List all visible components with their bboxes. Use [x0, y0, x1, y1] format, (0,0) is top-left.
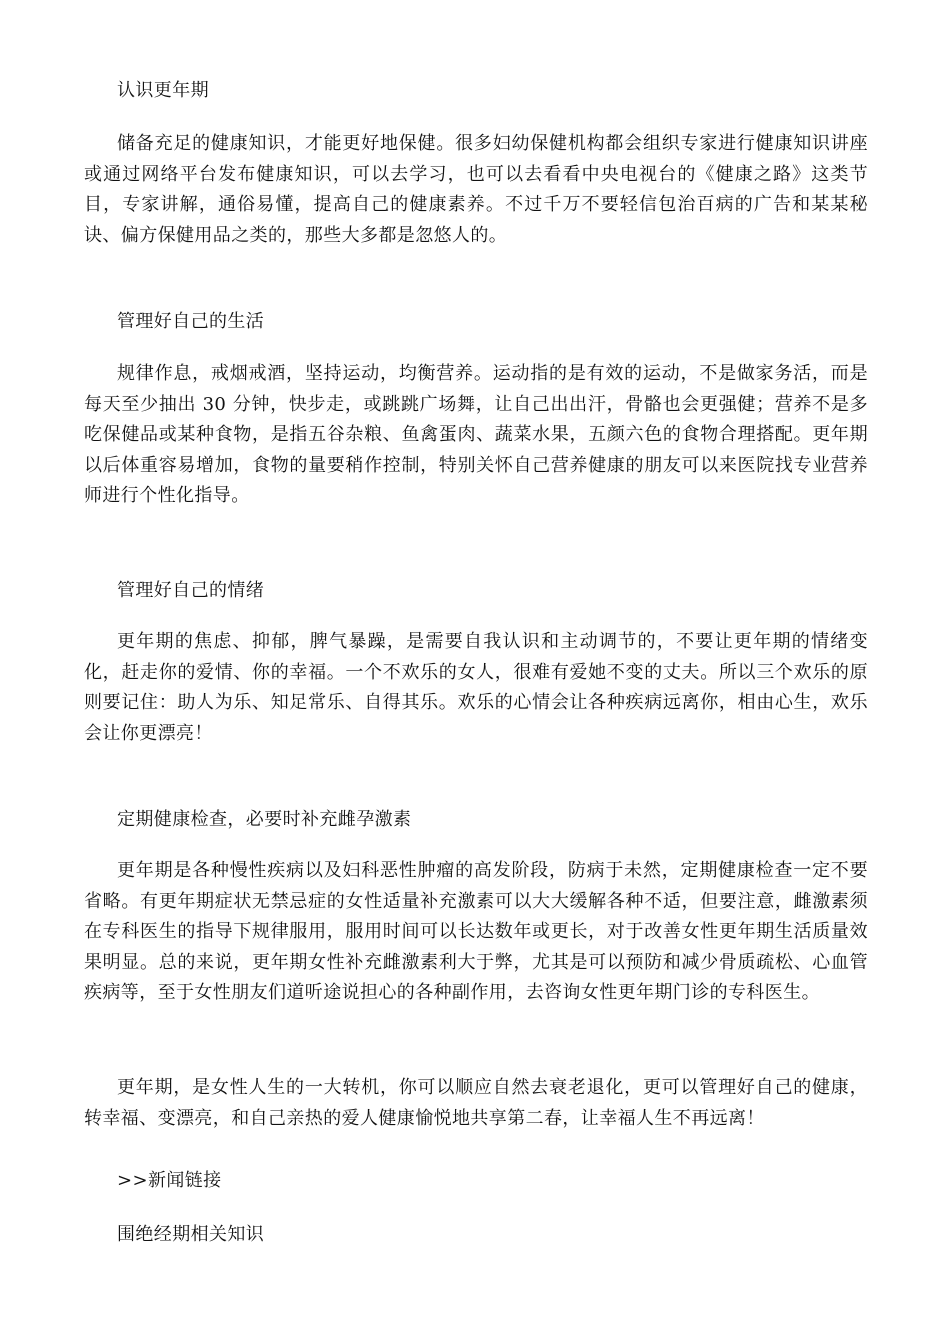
related-knowledge-heading: 围绝经期相关知识 [117, 1224, 265, 1245]
section-heading-health-check: 定期健康检查，必要时补充雌孕激素 [117, 809, 412, 830]
news-link-heading: >>新闻链接 [117, 1170, 222, 1191]
paragraph-manage-emotion: 更年期的焦虑、抑郁，脾气暴躁，是需要自我认识和主动调节的，不要让更年期的情绪变化，赶走你的爱情、你的幸福。一个不欢乐的女人，很难有爱她不变的丈夫。所以三个欢乐的原则要记住：助人为乐、知足常乐、自得其乐。欢乐的心情会让各种疾病远离你，相由心生，欢乐会让你更漂亮！ [84, 631, 868, 744]
section-heading-manage-emotion: 管理好自己的情绪 [117, 580, 265, 601]
paragraph-manage-life: 规律作息，戒烟戒酒，坚持运动，均衡营养。运动指的是有效的运动，不是做家务活，而是每天至少抽出 30 分钟，快步走，或跳跳广场舞，让自己出出汗，骨骼也会更强健；营养不是多吃保健品或某种食物，是指五谷杂粮、鱼禽蛋肉、蔬菜水果，五颜六色的食物合理搭配。更年期以后体重容易增加，食物的量要稍作控制，特别关怀自己营养健康的朋友可以来医院找专业营养师进行个性化指导。 [84, 363, 868, 506]
paragraph-conclusion: 更年期，是女性人生的一大转机，你可以顺应自然去衰老退化，更可以管理好自己的健康，转幸福、变漂亮，和自己亲热的爱人健康愉悦地共享第二春，让幸福人生不再远离！ [84, 1077, 868, 1129]
paragraph-health-check: 更年期是各种慢性疾病以及妇科恶性肿瘤的高发阶段，防病于未然，定期健康检查一定不要省略。有更年期症状无禁忌症的女性适量补充激素可以大大缓解各种不适，但要注意，雌激素须在专科医生的指导下规律服用，服用时间可以长达数年或更长，对于改善女性更年期生活质量效果明显。总的来说，更年期女性补充雌激素利大于弊，尤其是可以预防和减少骨质疏松、心血管疾病等，至于女性朋友们道听途说担心的各种副作用，去咨询女性更年期门诊的专科医生。 [84, 860, 868, 1003]
section-heading-manage-life: 管理好自己的生活 [117, 311, 265, 332]
paragraph-health-knowledge: 储备充足的健康知识，才能更好地保健。很多妇幼保健机构都会组织专家进行健康知识讲座或通过网络平台发布健康知识，可以去学习，也可以去看看中央电视台的《健康之路》这类节目，专家讲解，通俗易懂，提高自己的健康素养。不过千万不要轻信包治百病的广告和某某秘诀、偏方保健用品之类的，那些大多都是忽悠人的。 [84, 133, 868, 246]
section-heading-menopause: 认识更年期 [117, 80, 209, 101]
